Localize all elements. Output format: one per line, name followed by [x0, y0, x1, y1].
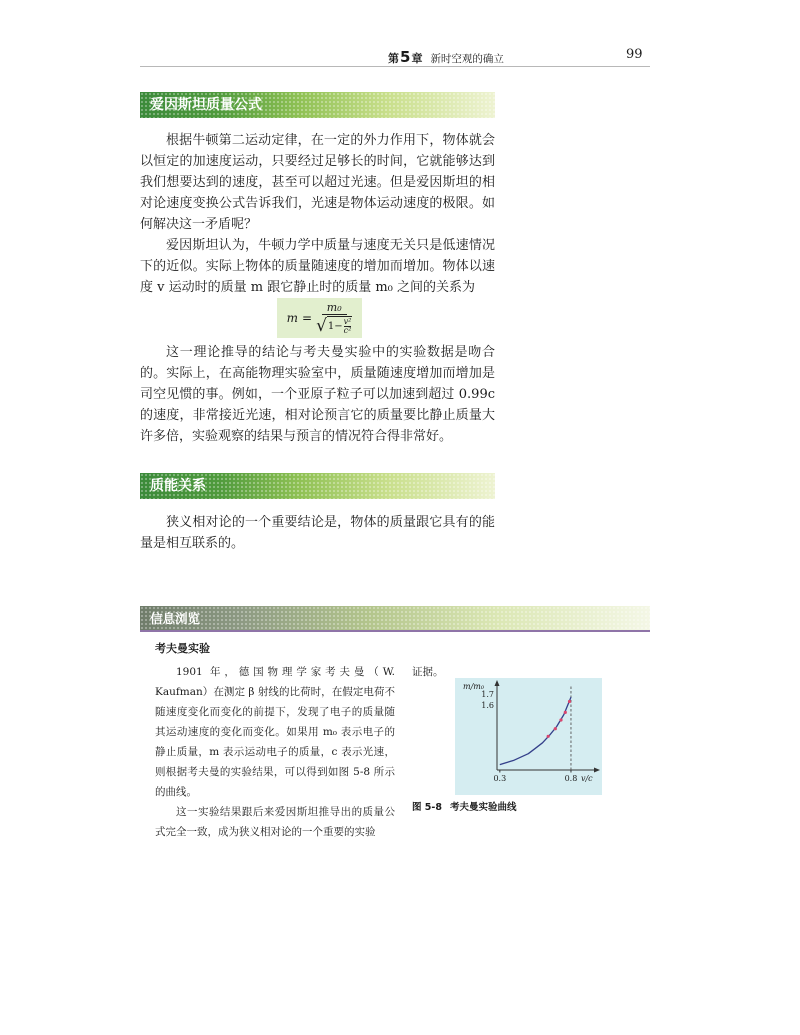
mass-energy-text — [140, 512, 495, 554]
radical-sign: √ — [316, 315, 327, 336]
x-tick-label: 0.8 — [564, 774, 578, 783]
figure-caption — [412, 799, 517, 813]
data-point — [559, 718, 562, 721]
chapter-prefix: 第 — [388, 52, 399, 65]
figure-5-8 — [455, 678, 602, 795]
paragraph: 爱因斯坦认为，牛顿力学中质量与速度无关只是低速情况下的近似。实际上物体的质量随速度的增加而增加。物体以速度 v 运动时的质量 m 跟它静止时的质量 m₀ 之间的关系为 — [140, 238, 495, 295]
paragraph: 这一实验结果跟后来爱因斯坦推导出的质量公式完全一致，成为狭义相对论的一个重要的实验 — [155, 806, 395, 838]
reading-subheading: 考夫曼实验 — [155, 642, 210, 655]
x-axis-arrow — [594, 768, 600, 773]
mass-formula — [277, 298, 362, 338]
radicand-numerator: v² — [343, 317, 352, 326]
data-point — [568, 700, 571, 703]
x-axis-label: v/c — [580, 774, 593, 783]
chapter-number: 5 — [400, 48, 411, 66]
y-tick-label: 1.7 — [481, 689, 494, 699]
section-heading-reading: 信息浏览 — [140, 606, 650, 632]
page-number: 99 — [626, 47, 643, 62]
section-heading-mass-formula: 爱因斯坦质量公式 — [140, 92, 495, 118]
data-point — [564, 711, 567, 714]
data-point — [554, 727, 557, 730]
paragraph: 这一理论推导的结论与考夫曼实验中的实验数据是吻合的。实际上，在高能物理实验室中，质量随速度增加而增加是司空见惯的事。例如，一个亚原子粒子可以加速到超过 0.99c 的速度，非常接近光速，相对论预言它的质量要比静止质量大许多倍，实验观察的结果与预言的情况符合得非常好。 — [140, 345, 495, 444]
radicand-fraction — [344, 318, 352, 335]
formula-numerator: m₀ — [322, 301, 347, 315]
chapter-suffix: 章 — [411, 52, 423, 65]
paragraph: 狭义相对论的一个重要结论是，物体的质量跟它具有的能量是相互联系的。 — [140, 515, 495, 551]
figure-caption-label: 图 5-8 — [412, 802, 442, 813]
radicand-denominator: c² — [343, 326, 352, 335]
y-axis-arrow — [495, 680, 500, 686]
paragraph: 根据牛顿第二运动定律，在一定的外力作用下，物体就会以恒定的加速度运动，只要经过足够长的时间，它就能够达到我们想要达到的速度，甚至可以超过光速。但是爱因斯坦的相对论速度变换公式告诉我们，光速是物体运动速度的极限。如何解决这一矛盾呢？ — [140, 133, 495, 232]
formula-radicand — [327, 316, 352, 335]
mass-formula-text-after — [140, 342, 495, 447]
formula-denominator — [316, 316, 352, 335]
formula-lhs: m — [286, 311, 298, 325]
formula-fraction — [316, 301, 352, 335]
mass-formula-text — [140, 130, 495, 298]
curve-line — [500, 697, 571, 765]
y-tick-label: 1.6 — [481, 700, 494, 710]
series-layer — [500, 697, 571, 772]
paragraph: 1901 年，德国物理学家考夫曼（W. Kaufman）在测定 β 射线的比荷时，在假定电荷不随速度变化而变化的前提下，发现了电子的质量随其运动速度的变化而变化。如果用 m₀ 表示电子的静止质量，m 表示运动电子的质量，c 表示光速，则根据考夫曼的实验结果，可以得到如图 5-8 所示的曲线。 — [155, 666, 395, 798]
x-tick-label: 0.3 — [493, 774, 507, 783]
y-axis-label: m/m₀ — [463, 682, 485, 691]
radicand-constant: 1− — [327, 321, 343, 332]
kaufmann-curve-chart — [455, 678, 602, 795]
chapter-title: 新时空观的确立 — [430, 53, 504, 65]
section-heading-mass-energy: 质能关系 — [140, 473, 495, 499]
reading-left-column — [155, 662, 395, 842]
figure-caption-title: 考夫曼实验曲线 — [449, 802, 517, 813]
formula-equals: = — [302, 311, 313, 325]
data-point — [547, 735, 550, 738]
header-rule — [140, 66, 650, 67]
running-header-chapter — [388, 48, 504, 66]
paragraph-continuation: 证据。 — [412, 666, 444, 678]
